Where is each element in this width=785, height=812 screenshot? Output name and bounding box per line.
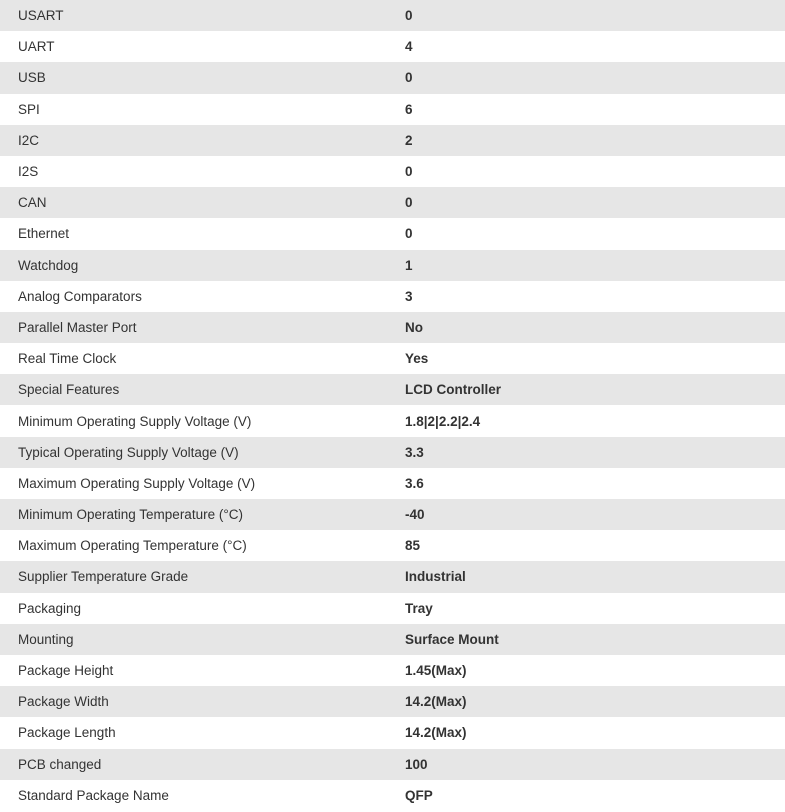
spec-row — [0, 125, 785, 156]
spec-label: Typical Operating Supply Voltage (V) — [18, 444, 239, 460]
spec-label: Special Features — [18, 382, 120, 398]
spec-label: CAN — [18, 195, 47, 211]
spec-value: Tray — [405, 600, 433, 616]
spec-value: 85 — [405, 538, 421, 554]
spec-label: Package Height — [18, 663, 114, 679]
spec-row — [0, 468, 785, 499]
spec-label: Package Length — [18, 725, 116, 741]
spec-value: -40 — [405, 507, 425, 523]
spec-row — [0, 94, 785, 125]
spec-row — [0, 530, 785, 561]
spec-label: Maximum Operating Supply Voltage (V) — [18, 475, 256, 491]
spec-label: Mounting — [18, 631, 74, 647]
spec-value: 0 — [405, 195, 413, 211]
spec-row — [0, 655, 785, 686]
spec-value: 0 — [405, 226, 413, 242]
spec-label: Standard Package Name — [18, 787, 169, 803]
spec-label: USB — [18, 70, 46, 86]
spec-row — [0, 156, 785, 187]
spec-label: Supplier Temperature Grade — [18, 569, 189, 585]
spec-value: LCD Controller — [405, 382, 501, 398]
spec-row — [0, 780, 785, 811]
spec-row — [0, 187, 785, 218]
spec-row — [0, 499, 785, 530]
spec-value: 0 — [405, 8, 413, 24]
spec-row — [0, 437, 785, 468]
spec-label: I2C — [18, 132, 40, 148]
spec-row — [0, 281, 785, 312]
spec-label: UART — [18, 39, 55, 55]
spec-value: Industrial — [405, 569, 466, 585]
spec-label: Minimum Operating Supply Voltage (V) — [18, 413, 252, 429]
spec-row — [0, 343, 785, 374]
spec-value: No — [405, 319, 423, 335]
spec-value: Yes — [405, 351, 429, 367]
spec-label: Package Width — [18, 694, 109, 710]
spec-label: Analog Comparators — [18, 288, 142, 304]
spec-row — [0, 62, 785, 93]
spec-value: 1 — [405, 257, 413, 273]
spec-row — [0, 312, 785, 343]
spec-label: Ethernet — [18, 226, 70, 242]
spec-label: Maximum Operating Temperature (°C) — [18, 538, 247, 554]
spec-label: Real Time Clock — [18, 351, 117, 367]
spec-value: 0 — [405, 70, 413, 86]
spec-row — [0, 749, 785, 780]
spec-value: QFP — [405, 787, 433, 803]
spec-label: USART — [18, 8, 64, 24]
spec-row — [0, 250, 785, 281]
spec-value: 0 — [405, 164, 413, 180]
spec-label: SPI — [18, 101, 40, 117]
spec-value: 14.2(Max) — [405, 725, 467, 741]
spec-row — [0, 686, 785, 717]
spec-label: Parallel Master Port — [18, 319, 137, 335]
spec-value: 3.6 — [405, 475, 424, 491]
spec-value: 1.8|2|2.2|2.4 — [405, 413, 481, 429]
spec-label: Packaging — [18, 600, 82, 616]
spec-row — [0, 0, 785, 31]
spec-row — [0, 717, 785, 748]
spec-value: 14.2(Max) — [405, 694, 467, 710]
spec-row — [0, 405, 785, 436]
spec-row — [0, 374, 785, 405]
spec-label: I2S — [18, 164, 39, 180]
spec-row — [0, 218, 785, 249]
spec-value: 3 — [405, 288, 413, 304]
spec-label: Minimum Operating Temperature (°C) — [18, 507, 243, 523]
spec-row — [0, 561, 785, 592]
spec-row — [0, 624, 785, 655]
spec-value: 1.45(Max) — [405, 663, 467, 679]
spec-row — [0, 31, 785, 62]
spec-row — [0, 593, 785, 624]
spec-value: Surface Mount — [405, 631, 499, 647]
spec-value: 3.3 — [405, 444, 424, 460]
spec-label: PCB changed — [18, 756, 102, 772]
spec-label: Watchdog — [18, 257, 79, 273]
spec-value: 100 — [405, 756, 428, 772]
spec-value: 4 — [405, 39, 413, 55]
spec-value: 2 — [405, 132, 413, 148]
spec-value: 6 — [405, 101, 413, 117]
